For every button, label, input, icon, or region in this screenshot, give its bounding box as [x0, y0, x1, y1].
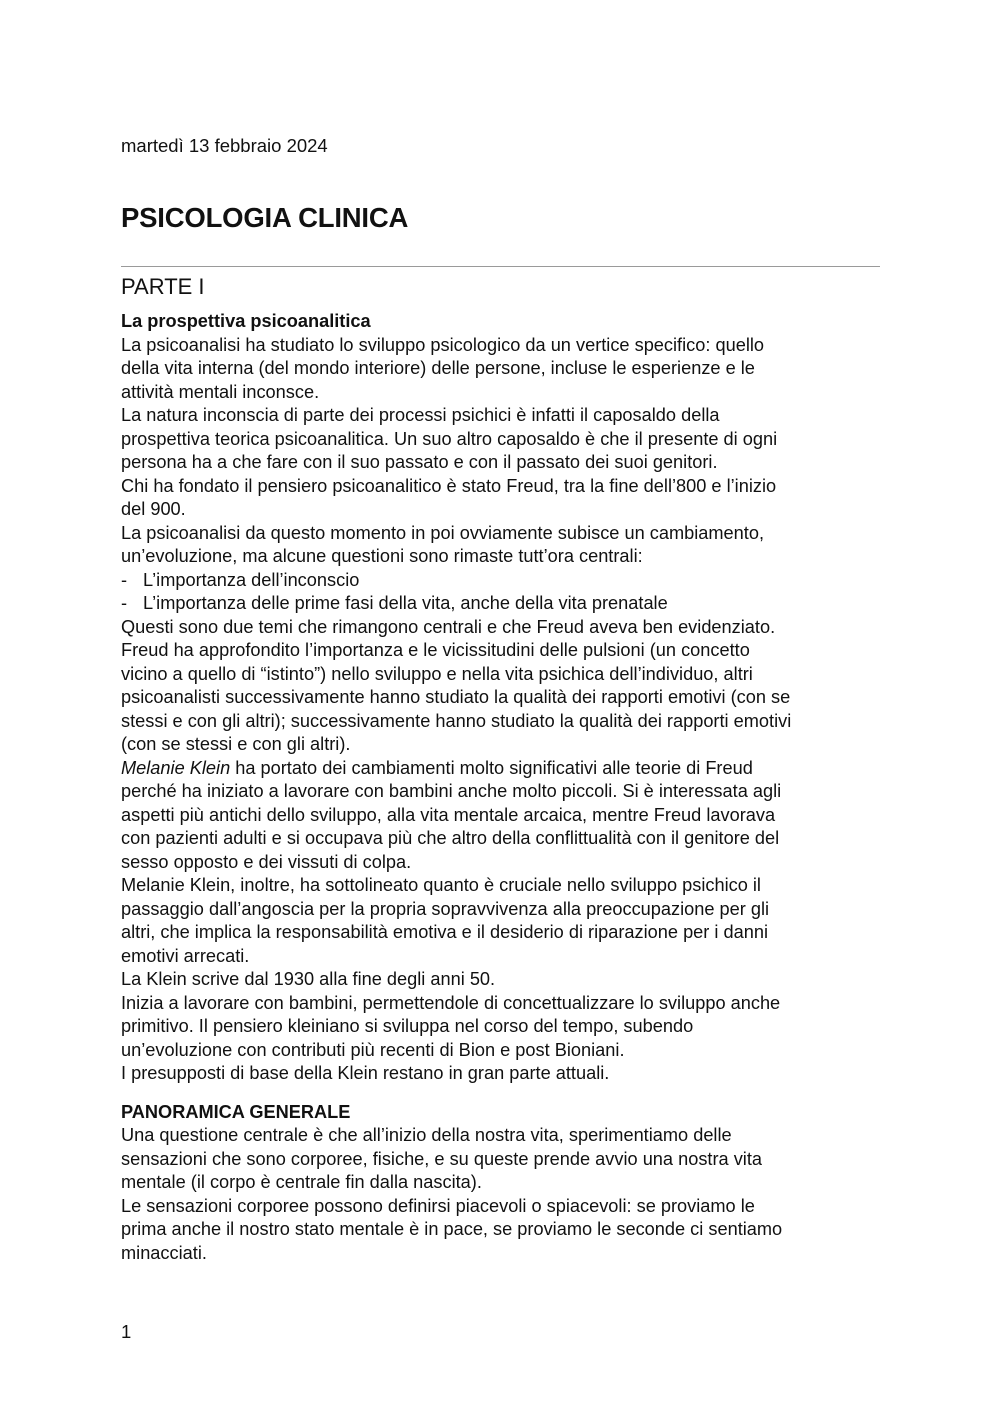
- paragraph-line: prima anche il nostro stato mentale è in pace, se proviamo le seconde ci sentiamo: [121, 1219, 783, 1239]
- section-spacer: [121, 1086, 883, 1101]
- list-item: [121, 592, 883, 616]
- paragraph-line: prospettiva teorica psicoanalitica. Un suo altro caposaldo è che il presente di ogni: [121, 428, 778, 449]
- document-page: [121, 0, 881, 1415]
- paragraph-line: Chi ha fondato il pensiero psicoanalitico è stato Freud, tra la fine dell’800 e l’inizio: [121, 475, 777, 496]
- paragraph-line: perché ha iniziato a lavorare con bambini anche molto piccoli. Si è interessata agli: [121, 781, 782, 801]
- paragraph-line: (con se stessi e con gli altri).: [121, 734, 351, 754]
- paragraph-line-rest: ha portato dei cambiamenti molto significativi alle teorie di Freud: [230, 757, 753, 778]
- paragraph-line: Questi sono due temi che rimangono centrali e che Freud aveva ben evidenziato.: [121, 616, 776, 637]
- paragraph-line: Inizia a lavorare con bambini, permettendole di concettualizzare lo sviluppo anche: [121, 992, 781, 1013]
- horizontal-divider: [121, 266, 880, 267]
- section-heading-general-overview: PANORAMICA GENERALE: [121, 1101, 351, 1122]
- paragraph-line: vicino a quello di “istinto”) nello sviluppo e nella vita psichica dell’individuo, altri: [121, 663, 753, 684]
- paragraph-line: La psicoanalisi da questo momento in poi ovviamente subisce un cambiamento,: [121, 522, 764, 543]
- paragraph-line: attività mentali inconsce.: [121, 381, 320, 402]
- document-date: martedì 13 febbraio 2024: [121, 135, 328, 156]
- paragraph-line: persona ha a che fare con il suo passato e con il passato dei suoi genitori.: [121, 452, 718, 472]
- paragraph-line: emotivi arrecati.: [121, 945, 250, 966]
- paragraph-line: mentale (il corpo è centrale fin dalla nascita).: [121, 1172, 482, 1192]
- bullet-dash-icon: -: [121, 593, 128, 613]
- paragraph-line: psicoanalisti successivamente hanno studiato la qualità dei rapporti emotivi (con se: [121, 687, 791, 707]
- document-body: [121, 310, 883, 1265]
- section-heading-psychoanalytic-perspective: La prospettiva psicoanalitica: [121, 311, 371, 331]
- italic-name-melanie-klein: Melanie Klein: [121, 757, 231, 778]
- paragraph-line: Le sensazioni corporee possono definirsi piacevoli o spiacevoli: se proviamo le: [121, 1195, 755, 1216]
- paragraph-line: sesso opposto e dei vissuti di colpa.: [121, 851, 412, 872]
- part-heading: PARTE I: [121, 274, 205, 299]
- paragraph-line: [121, 757, 883, 781]
- paragraph-line: del 900.: [121, 499, 186, 519]
- page-number: 1: [121, 1321, 132, 1342]
- bullet-dash-icon: -: [121, 569, 128, 590]
- paragraph-line: Una questione centrale è che all’inizio della nostra vita, sperimentiamo delle: [121, 1125, 732, 1145]
- paragraph-line: minacciati.: [121, 1242, 207, 1263]
- paragraph-line: La psicoanalisi ha studiato lo sviluppo psicologico da un vertice specifico: quello: [121, 334, 765, 355]
- list-item-text: L’importanza dell’inconscio: [143, 569, 360, 590]
- paragraph-line: della vita interna (del mondo interiore) delle persone, incluse le esperienze e le: [121, 358, 755, 378]
- paragraph-line: La Klein scrive dal 1930 alla fine degli anni 50.: [121, 969, 496, 989]
- paragraph-line: Freud ha approfondito l’importanza e le vicissitudini delle pulsioni (un concetto: [121, 640, 750, 660]
- paragraph-line: stessi e con gli altri); successivamente hanno studiato la qualità dei rapporti emotivi: [121, 710, 792, 731]
- paragraph-line: un’evoluzione con contributi più recenti di Bion e post Bioniani.: [121, 1039, 625, 1060]
- paragraph-line: I presupposti di base della Klein restano in gran parte attuali.: [121, 1063, 610, 1083]
- paragraph-line: sensazioni che sono corporee, fisiche, e su queste prende avvio una nostra vita: [121, 1148, 762, 1169]
- document-title: PSICOLOGIA CLINICA: [121, 202, 409, 233]
- paragraph-line: Melanie Klein, inoltre, ha sottolineato quanto è cruciale nello sviluppo psichico il: [121, 875, 761, 895]
- paragraph-line: con pazienti adulti e si occupava più che altro della conflittualità con il genitore del: [121, 828, 780, 848]
- list-item-text: L’importanza delle prime fasi della vita, anche della vita prenatale: [143, 593, 668, 613]
- paragraph-line: passaggio dall’angoscia per la propria sopravvivenza alla preoccupazione per gli: [121, 898, 770, 919]
- paragraph-line: un’evoluzione, ma alcune questioni sono rimaste tutt’ora centrali:: [121, 546, 643, 566]
- paragraph-line: altri, che implica la responsabilità emotiva e il desiderio di riparazione per i danni: [121, 922, 768, 942]
- paragraph-line: aspetti più antichi dello sviluppo, alla vita mentale arcaica, mentre Freud lavorava: [121, 804, 776, 825]
- paragraph-line: La natura inconscia di parte dei processi psichici è infatti il caposaldo della: [121, 405, 720, 425]
- paragraph-line: primitivo. Il pensiero kleiniano si sviluppa nel corso del tempo, subendo: [121, 1016, 694, 1036]
- list-item: [121, 569, 883, 593]
